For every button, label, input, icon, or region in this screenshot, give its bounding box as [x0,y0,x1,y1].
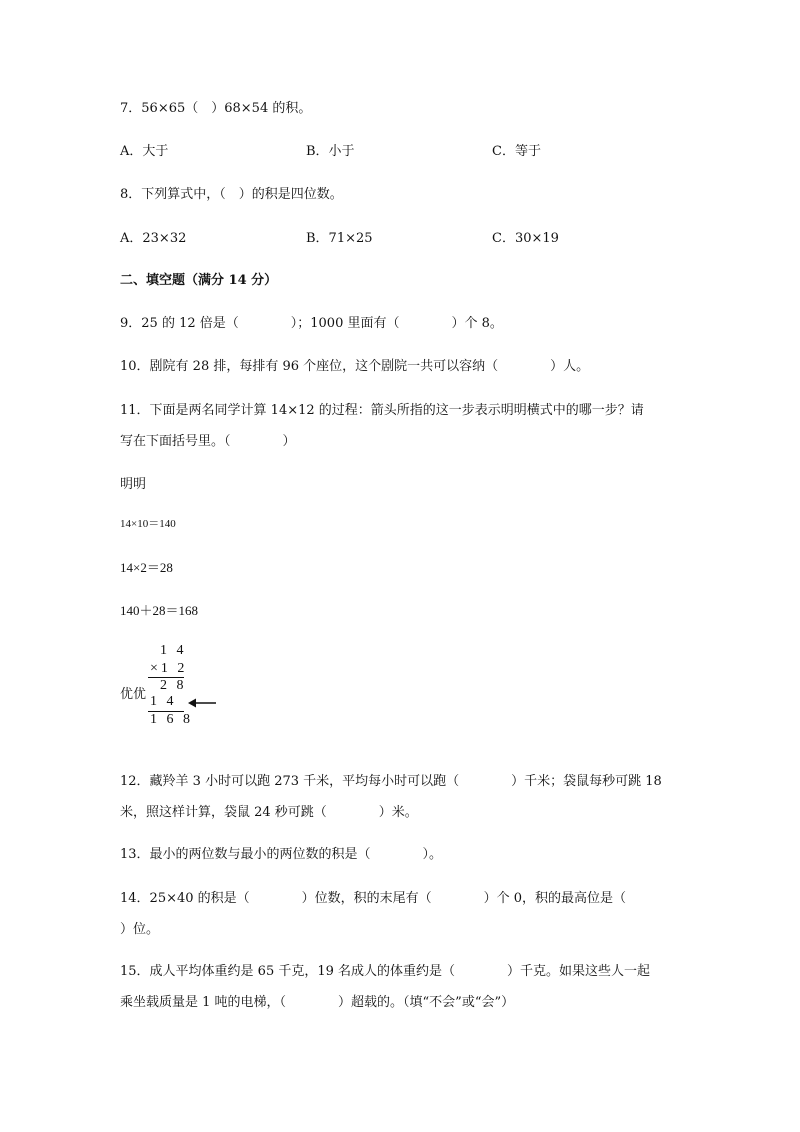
q15-line1: 15．成人平均体重约是 65 千克，19 名成人的体重约是（ ）千克。如果这些人一起 [120,964,651,979]
q11-line1: 11．下面是两名同学计算 14×12 的过程：箭头所指的这一步表示明明横式中的哪一步？请 [120,403,644,418]
q7-option-c: C．等于 [492,144,541,159]
q7-stem: 7．56×65（ ）68×54 的积。 [120,101,312,116]
arrow-left-icon [188,697,218,709]
q8-option-a: A．23×32 [120,231,187,246]
q11-line2: 写在下面括号里。（ ） [120,434,296,449]
student-name-mingming: 明明 [120,477,147,492]
vertical-row-5: 1 6 8 [150,712,193,727]
q8-option-b: B．71×25 [306,231,373,246]
equation-2: 14×2＝28 [120,560,173,575]
q13-text: 13．最小的两位数与最小的两位数的积是（ ）。 [120,847,443,862]
q9-text: 9．25 的 12 倍是（ ）；1000 里面有（ ）个 8。 [120,316,503,331]
q8-stem: 8．下列算式中，（ ）的积是四位数。 [120,187,343,202]
q12-line1: 12．藏羚羊 3 小时可以跑 273 千米，平均每小时可以跑（ ）千米；袋鼠每秒可跳 18 [120,774,662,789]
q15-line2: 乘坐载质量是 1 吨的电梯，（ ）超载的。（填“不会”或“会”） [120,995,515,1010]
vertical-row-2: ×1 2 [150,661,188,676]
q10-text: 10．剧院有 28 排，每排有 96 个座位，这个剧院一共可以容纳（ ）人。 [120,359,590,374]
section-heading: 二、填空题（满分 14 分） [120,273,278,288]
q7-option-b: B．小于 [306,144,355,159]
q14-line2: ）位。 [120,922,160,937]
equation-3: 140＋28＝168 [120,603,199,618]
q8-option-c: C．30×19 [492,231,559,246]
vertical-row-4: 1 4 [150,694,177,709]
student-name-youyou: 优优 [120,687,147,702]
equation-1: 14×10＝140 [120,518,176,530]
vertical-row-1: 1 4 [160,643,187,658]
vertical-row-3: 2 8 [160,678,187,693]
q12-line2: 米，照这样计算，袋鼠 24 秒可跳（ ）米。 [120,805,418,820]
q14-line1: 14．25×40 的积是（ ）位数，积的末尾有（ ）个 0，积的最高位是（ [120,891,627,906]
q7-option-a: A．大于 [120,144,169,159]
